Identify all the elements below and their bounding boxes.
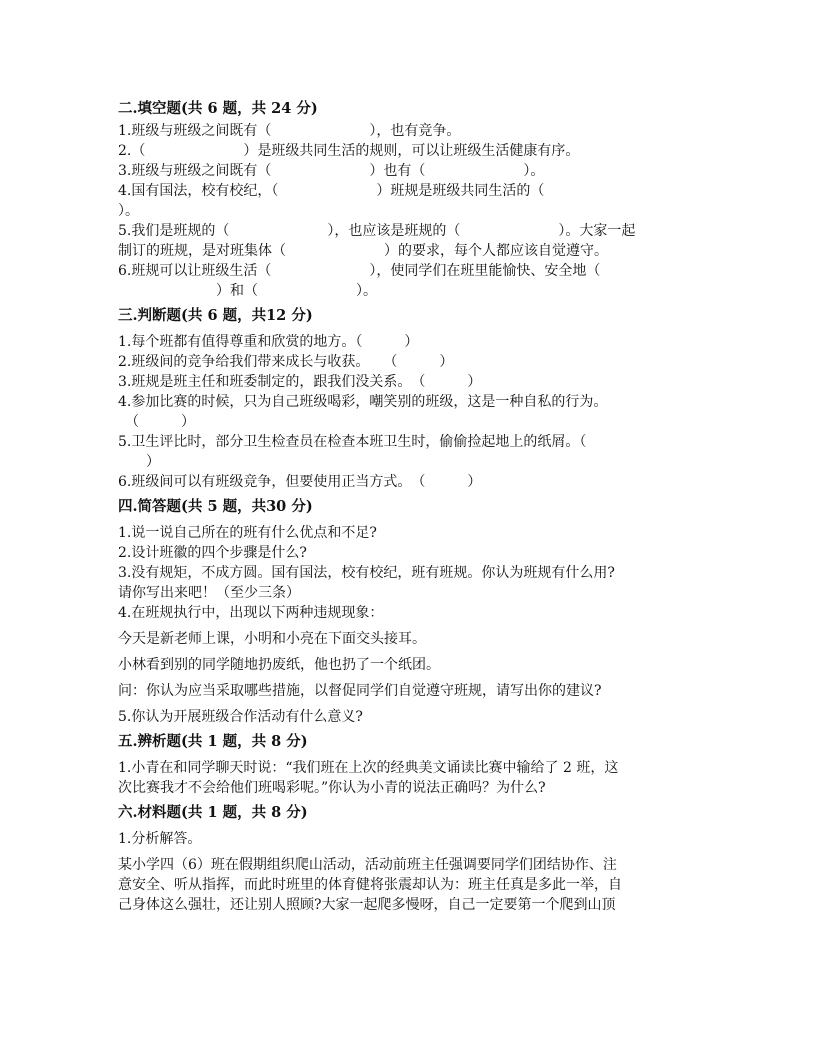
judge-q1: 1.每个班都有值得尊重和欣赏的地方。（ ）: [118, 334, 419, 350]
short-q4: 4.在班规执行中，出现以下两种违规现象：: [118, 605, 384, 621]
fill-q4-cont: ）。: [118, 203, 139, 219]
fill-q5-cont: 制订的班规，是对班集体（ ）的要求，每个人都应该自觉遵守。: [118, 243, 608, 259]
short-q3: 3.没有规矩，不成方圆。国有国法，校有校纪，班有班规。你认为班规有什么用?: [118, 565, 615, 581]
judge-q2: 2.班级间的竞争给我们带来成长与收获。 （ ）: [118, 354, 454, 370]
short-q4-case1: 今天是新老师上课，小明和小亮在下面交头接耳。: [118, 631, 426, 647]
judge-q6: 6.班级间可以有班级竞争，但要使用正当方式。 （ ）: [118, 474, 482, 490]
material-para-line2: 意安全、听从指挥，而此时班里的体育健将张震却认为：班主任真是多此一举，自: [118, 877, 622, 893]
fill-q2: 2.（ ）是班级共同生活的规则，可以让班级生活健康有序。: [118, 143, 580, 159]
section-heading-analysis: 五.辨析题(共 1 题，共 8 分): [118, 733, 308, 750]
short-q2: 2.设计班徽的四个步骤是什么?: [118, 545, 307, 561]
fill-q1: 1.班级与班级之间既有（ ），也有竞争。: [118, 123, 461, 139]
fill-q6: 6.班规可以让班级生活（ ），使同学们在班里能愉快、安全地（: [118, 263, 601, 279]
fill-q3: 3.班级与班级之间既有（ ）也有（ ）。: [118, 163, 545, 179]
material-q1: 1.分析解答。: [118, 831, 202, 847]
short-q1: 1.说一说自己所在的班有什么优点和不足?: [118, 525, 377, 541]
section-heading-judge: 三.判断题(共 6 题，共12 分): [118, 307, 313, 324]
short-q5: 5.你认为开展班级合作活动有什么意义?: [118, 709, 363, 725]
judge-q3: 3.班规是班主任和班委制定的，跟我们没关系。 （ ）: [118, 374, 482, 390]
short-q4-question: 问：你认为应当采取哪些措施，以督促同学们自觉遵守班规，请写出你的建议?: [118, 683, 602, 699]
short-q3-cont: 请你写出来吧！（至少三条）: [118, 585, 300, 601]
worksheet-content: [118, 94, 703, 915]
short-q4-case2: 小林看到别的同学随地扔废纸，他也扔了一个纸团。: [118, 657, 440, 673]
material-para-line3: 己身体这么强壮，还让别人照顾?大家一起爬多慢呀，自己一定要第一个爬到山顶: [118, 897, 616, 913]
section-heading-material: 六.材料题(共 1 题，共 8 分): [118, 804, 308, 821]
analysis-q1-cont: 次比赛我才不会给他们班喝彩呢。”你认为小青的说法正确吗？为什么?: [118, 780, 546, 796]
judge-q5: 5.卫生评比时，部分卫生检查员在检查本班卫生时，偷偷捡起地上的纸屑。（: [118, 434, 587, 450]
fill-q5: 5.我们是班规的（ ），也应该是班规的（ ）。大家一起: [118, 223, 636, 239]
material-para-line1: 某小学四（6）班在假期组织爬山活动，活动前班主任强调要同学们团结协作、注: [118, 857, 617, 873]
judge-q4: 4.参加比赛的时候，只为自己班级喝彩，嘲笑别的班级，这是一种自私的行为。: [118, 394, 608, 410]
fill-q6-cont: ）和（ ）。: [118, 283, 377, 299]
fill-q4: 4.国有国法，校有校纪，（ ）班规是班级共同生活的（: [118, 183, 545, 199]
section-heading-short: 四.简答题(共 5 题，共30 分): [118, 498, 313, 515]
analysis-q1: 1.小青在和同学聊天时说：“我们班在上次的经典美文诵读比赛中输给了 2 班，这: [118, 760, 619, 776]
section-heading-fill: 二.填空题(共 6 题，共 24 分): [118, 100, 318, 117]
judge-q5-cont: ）: [118, 454, 160, 470]
judge-q4-cont: （ ）: [118, 414, 195, 430]
